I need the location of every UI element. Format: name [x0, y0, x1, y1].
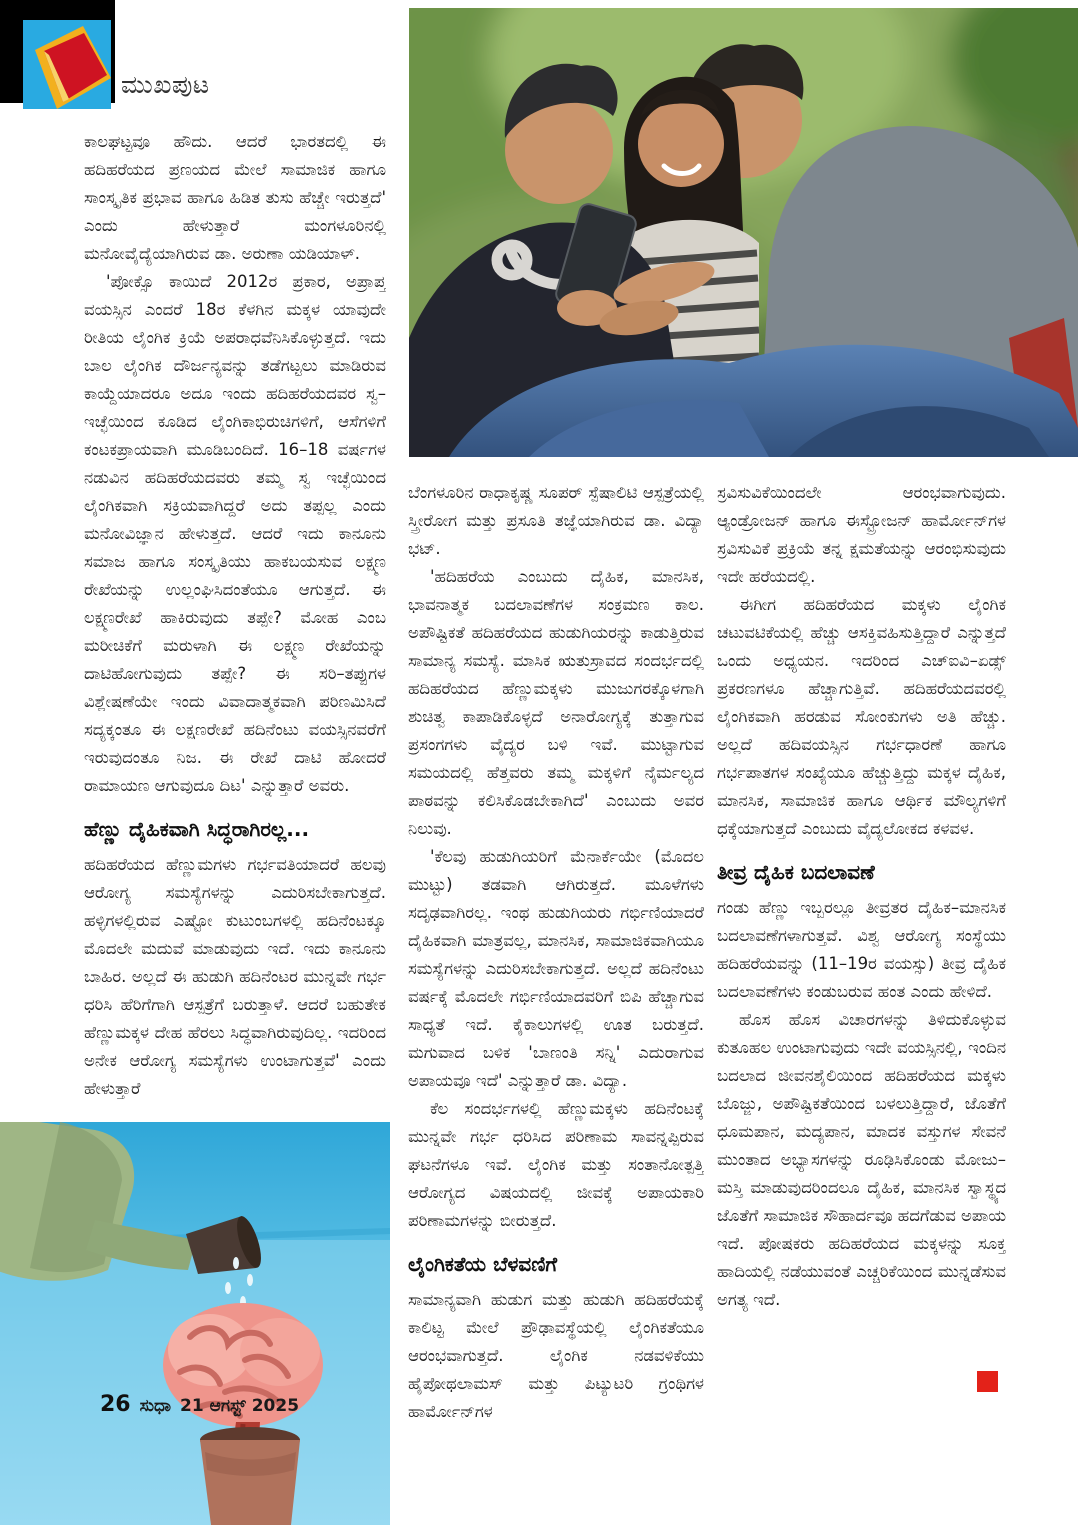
paragraph: ಕೆಲ ಸಂದರ್ಭಗಳಲ್ಲಿ ಹೆಣ್ಣುಮಕ್ಕಳು ಹದಿನೆಂಟಕ್ಕೆ ಮುನ್ನವೇ ಗರ್ಭ ಧರಿಸಿದ ಪರಿಣಾಮ ಸಾವನ್ನಪ್ಪಿರುವ ಘಟನೆಗಳೂ ಇವೆ. ಲೈಂಗಿಕ ಮತ್ತು ಸಂತಾನೋತ್ಪತ್ತಿ ಆರೋಗ್ಯದ ವಿಷಯದಲ್ಲಿ ಜೀವಕ್ಕೆ ಅಪಾಯಕಾರಿ ಪರಿಣಾಮಗಳನ್ನು ಬೀರುತ್ತದೆ.	[408, 1099, 704, 1230]
article-column-3	[717, 479, 1006, 1395]
paragraph: ಕಾಲಘಟ್ಟವೂ ಹೌದು. ಆದರೆ ಭಾರತದಲ್ಲಿ ಈ ಹದಿಹರೆಯದ ಪ್ರಣಯದ ಮೇಲೆ ಸಾಮಾಜಿಕ ಹಾಗೂ ಸಾಂಸ್ಕೃತಿಕ ಪ್ರಭಾವ ಹಾಗೂ ಹಿಡಿತ ತುಸು ಹೆಚ್ಚೇ ಇರುತ್ತದೆ' ಎಂದು ಹೇಳುತ್ತಾರೆ ಮಂಗಳೂರಿನಲ್ಲಿ ಮನೋವೈದ್ಯೆಯಾಗಿರುವ ಡಾ. ಅರುಣಾ ಯಡಿಯಾಳ್.	[84, 132, 386, 263]
subheading: ತೀವ್ರ ದೈಹಿಕ ಬದಲಾವಣೆ	[717, 860, 875, 884]
paragraph: ಸ್ರವಿಸುವಿಕೆಯಿಂದಲೇ ಆರಂಭವಾಗುವುದು. ಆ್ಯಂಡ್ರೋಜನ್ ಹಾಗೂ ಈಸ್ಟ್ರೋಜನ್ ಹಾರ್ಮೋನ್‌ಗಳ ಸ್ರವಿಸುವಿಕೆ ಪ್ರಕ್ರಿಯೆ ತನ್ನ ಕ್ಷಮತೆಯನ್ನು ಆರಂಭಿಸುವುದು ಇದೇ ಹರೆಯದಲ್ಲಿ.	[717, 483, 1006, 586]
brain-watering-illustration	[0, 1122, 390, 1525]
paragraph: ಹದಿಹರೆಯದ ಹೆಣ್ಣುಮಗಳು ಗರ್ಭವತಿಯಾದರೆ ಹಲವು ಆರೋಗ್ಯ ಸಮಸ್ಯೆಗಳನ್ನು ಎದುರಿಸಬೇಕಾಗುತ್ತದೆ. ಹಳ್ಳಿಗಳಲ್ಲಿರುವ ಎಷ್ಟೋ ಕುಟುಂಬಗಳಲ್ಲಿ ಹದಿನೆಂಟಕ್ಕೂ ಮೊದಲೇ ಮದುವೆ ಮಾಡುವುದು ಇದೆ. ಇದು ಕಾನೂನು ಬಾಹಿರ. ಅಲ್ಲದೆ ಈ ಹುಡುಗಿ ಹದಿನೆಂಟರ ಮುನ್ನವೇ ಗರ್ಭ ಧರಿಸಿ ಹೆರಿಗೆಗಾಗಿ ಆಸ್ಪತ್ರೆಗೆ ಬರುತ್ತಾಳೆ. ಆದರೆ ಬಹುತೇಕ ಹೆಣ್ಣುಮಕ್ಕಳ ದೇಹ ಹೆರಲು ಸಿದ್ಧವಾಗಿರುವುದಿಲ್ಲ. ಇದರಿಂದ ಅನೇಕ ಆರೋಗ್ಯ ಸಮಸ್ಯೆಗಳು ಉಂಟಾಗುತ್ತವೆ' ಎಂದು ಹೇಳುತ್ತಾರೆ	[84, 855, 386, 1098]
paragraph: 'ಪೋಕ್ಸೊ ಕಾಯಿದೆ 2012ರ ಪ್ರಕಾರ, ಅಪ್ರಾಪ್ತ ವಯಸ್ಸಿನ ಎಂದರೆ 18ರ ಕೆಳಗಿನ ಮಕ್ಕಳ ಯಾವುದೇ ರೀತಿಯ ಲೈಂಗಿಕ ಕ್ರಿಯೆ ಅಪರಾಧವೆನಿಸಿಕೊಳ್ಳುತ್ತದೆ. ಇದು ಬಾಲ ಲೈಂಗಿಕ ದೌರ್ಜನ್ಯವನ್ನು ತಡೆಗಟ್ಟಲು ಮಾಡಿರುವ ಕಾಯ್ದೆಯಾದರೂ ಅದೂ ಇಂದು ಹದಿಹರೆಯದವರ ಸ್ವ–ಇಚ್ಛೆಯಿಂದ ಕೂಡಿದ ಲೈಂಗಿಕಾಭಿರುಚಿಗಳಿಗೆ, ಆಸೆಗಳಿಗೆ ಕಂಟಕಪ್ರಾಯವಾಗಿ ಮೂಡಿಬಂದಿದೆ. 16–18 ವರ್ಷಗಳ ನಡುವಿನ ಹದಿಹರೆಯದವರು ತಮ್ಮ ಸ್ವ ಇಚ್ಛೆಯಿಂದ ಲೈಂಗಿಕವಾಗಿ ಸಕ್ರಿಯವಾಗಿದ್ದರೆ ಅದು ತಪ್ಪಲ್ಲ ಎಂದು ಮನೋವಿಜ್ಞಾನ ಹೇಳುತ್ತದೆ. ಆದರೆ ಇದು ಕಾನೂನು ಸಮಾಜ ಹಾಗೂ ಸಂಸ್ಕೃತಿಯು ಹಾಕಬಯಸುವ ಲಕ್ಷ್ಮಣ ರೇಖೆಯನ್ನು ಉಲ್ಲಂಘಿಸಿದಂತೆಯೂ ಆಗುತ್ತದೆ. ಈ ಲಕ್ಷ್ಮಣರೇಖೆ ಹಾಕಿರುವುದು ತಪ್ಪೇ? ಮೋಹ ಎಂಬ ಮರೀಚಿಕೆಗೆ ಮರುಳಾಗಿ ಈ ಲಕ್ಷ್ಮಣ ರೇಖೆಯನ್ನು ದಾಟಿಹೋಗುವುದು ತಪ್ಪೇ? ಈ ಸರಿ–ತಪ್ಪುಗಳ ವಿಶ್ಲೇಷಣೆಯೇ ಇಂದು ವಿವಾದಾತ್ಮಕವಾಗಿ ಪರಿಣಮಿಸಿದೆ ಸದ್ಯಕ್ಕಂತೂ ಈ ಲಕ್ಷಣರೇಖೆ ಹದಿನೆಂಟು ವಯಸ್ಸಿನವರೆಗೆ ಇರುವುದಂತೂ ನಿಜ. ಈ ರೇಖೆ ದಾಟಿ ಹೋದರೆ ರಾಮಾಯಣ ಆಗುವುದೂ ದಿಟ' ಎನ್ನುತ್ತಾರೆ ಅವರು.	[84, 272, 386, 795]
magazine-name: ಸುಧಾ	[139, 1396, 172, 1416]
article-column-2	[408, 479, 704, 1431]
article-end-marker	[977, 1371, 998, 1392]
teens-smartphone-photo	[409, 8, 1078, 457]
paragraph: ಗಂಡು ಹೆಣ್ಣು ಇಬ್ಬರಲ್ಲೂ ತೀವ್ರತರ ದೈಹಿಕ–ಮಾನಸಿಕ ಬದಲಾವಣೆಗಳಾಗುತ್ತವೆ. ವಿಶ್ವ ಆರೋಗ್ಯ ಸಂಸ್ಥೆಯು ಹದಿಹರೆಯವನ್ನು (11–19ರ ವಯಸ್ಸು) ತೀವ್ರ ದೈಹಿಕ ಬದಲಾವಣೆಗಳು ಕಂಡುಬರುವ ಹಂತ ಎಂದು ಹೇಳಿದೆ.	[717, 898, 1006, 1001]
issue-date: 21 ಆಗಸ್ಟ್ 2025	[180, 1396, 300, 1416]
paragraph: ಈಗೀಗ ಹದಿಹರೆಯದ ಮಕ್ಕಳು ಲೈಂಗಿಕ ಚಟುವಟಿಕೆಯಲ್ಲಿ ಹೆಚ್ಚು ಆಸಕ್ತಿವಹಿಸುತ್ತಿದ್ದಾರೆ ಎನ್ನುತ್ತದೆ ಒಂದು ಅಧ್ಯಯನ. ಇದರಿಂದ ಎಚ್‌ಐವಿ–ಏಡ್ಸ್ ಪ್ರಕರಣಗಳೂ ಹೆಚ್ಚಾಗುತ್ತಿವೆ. ಹದಿಹರೆಯದವರಲ್ಲಿ ಲೈಂಗಿಕವಾಗಿ ಹರಡುವ ಸೋಂಕುಗಳು ಅತಿ ಹೆಚ್ಚು. ಅಲ್ಲದೆ ಹದಿವಯಸ್ಸಿನ ಗರ್ಭಧಾರಣೆ ಹಾಗೂ ಗರ್ಭಪಾತಗಳ ಸಂಖ್ಯೆಯೂ ಹೆಚ್ಚುತ್ತಿದ್ದು ಮಕ್ಕಳ ದೈಹಿಕ, ಮಾನಸಿಕ, ಸಾಮಾಜಿಕ ಹಾಗೂ ಆರ್ಥಿಕ ಮೌಲ್ಯಗಳಿಗೆ ಧಕ್ಕೆಯಾಗುತ್ತದೆ ಎಂಬುದು ವೈದ್ಯಲೋಕದ ಕಳವಳ.	[717, 595, 1006, 838]
plant-pot-icon	[200, 1427, 300, 1525]
logo-blue-square	[23, 20, 111, 109]
paragraph: ಸಾಮಾನ್ಯವಾಗಿ ಹುಡುಗ ಮತ್ತು ಹುಡುಗಿ ಹದಿಹರೆಯಕ್ಕೆ ಕಾಲಿಟ್ಟ ಮೇಲೆ ಪ್ರೌಢಾವಸ್ಥೆಯಲ್ಲಿ ಲೈಂಗಿಕತೆಯೂ ಆರಂಭವಾಗುತ್ತದೆ. ಲೈಂಗಿಕ ನಡವಳಿಕೆಯು ಹೈಪೋಥಲಾಮಸ್ ಮತ್ತು ಪಿಟ್ಯುಟರಿ ಗ್ರಂಥಿಗಳ ಹಾರ್ಮೋನ್‌ಗಳ	[408, 1290, 704, 1421]
paragraph: 'ಕೆಲವು ಹುಡುಗಿಯರಿಗೆ ಮೆನಾರ್ಕೆಯೇ (ಮೊದಲ ಮುಟ್ಟು) ತಡವಾಗಿ ಆಗಿರುತ್ತದೆ. ಮೂಳೆಗಳು ಸದೃಢವಾಗಿರಲ್ಲ. ಇಂಥ ಹುಡುಗಿಯರು ಗರ್ಭಿಣಿಯಾದರೆ ದೈಹಿಕವಾಗಿ ಮಾತ್ರವಲ್ಲ, ಮಾನಸಿಕ, ಸಾಮಾಜಿಕವಾಗಿಯೂ ಸಮಸ್ಯೆಗಳನ್ನು ಎದುರಿಸಬೇಕಾಗುತ್ತದೆ. ಅಲ್ಲದೆ ಹದಿನೆಂಟು ವರ್ಷಕ್ಕೆ ಮೊದಲೇ ಗರ್ಭಿಣಿಯಾದವರಿಗೆ ಬಿಪಿ ಹೆಚ್ಚಾಗುವ ಸಾಧ್ಯತೆ ಇದೆ. ಕೈಕಾಲುಗಳಲ್ಲಿ ಊತ ಬರುತ್ತದೆ. ಮಗುವಾದ ಬಳಿಕ 'ಬಾಣಂತಿ ಸನ್ನಿ' ಎದುರಾಗುವ ಅಪಾಯವೂ ಇದೆ' ಎನ್ನುತ್ತಾರೆ ಡಾ. ವಿದ್ಯಾ.	[408, 847, 704, 1090]
paragraph: ಬೆಂಗಳೂರಿನ ರಾಧಾಕೃಷ್ಣ ಸೂಪರ್ ಸ್ಪೆಷಾಲಿಟಿ ಆಸ್ಪತ್ರೆಯಲ್ಲಿ ಸ್ತ್ರೀರೋಗ ಮತ್ತು ಪ್ರಸೂತಿ ತಜ್ಞೆಯಾಗಿರುವ ಡಾ. ವಿದ್ಯಾ ಭಟ್.	[408, 483, 704, 558]
page-number: 26	[100, 1392, 131, 1417]
article-column-1	[84, 128, 386, 1163]
magazine-logo	[0, 0, 115, 103]
open-book-icon	[23, 20, 111, 109]
subheading: ಹೆಣ್ಣು ದೈಹಿಕವಾಗಿ ಸಿದ್ಧರಾಗಿರಲ್ಲ...	[84, 817, 310, 841]
section-title: ಮುಖಪುಟ	[121, 70, 210, 99]
subheading: ಲೈಂಗಿಕತೆಯ ಬೆಳವಣಿಗೆ	[408, 1252, 558, 1276]
paragraph: 'ಹದಿಹರೆಯ ಎಂಬುದು ದೈಹಿಕ, ಮಾನಸಿಕ, ಭಾವನಾತ್ಮಕ ಬದಲಾವಣೆಗಳ ಸಂಕ್ರಮಣ ಕಾಲ. ಅಪೌಷ್ಟಿಕತೆ ಹದಿಹರೆಯದ ಹುಡುಗಿಯರನ್ನು ಕಾಡುತ್ತಿರುವ ಸಾಮಾನ್ಯ ಸಮಸ್ಯೆ. ಮಾಸಿಕ ಋತುಸ್ರಾವದ ಸಂದರ್ಭದಲ್ಲಿ ಹದಿಹರೆಯದ ಹೆಣ್ಣುಮಕ್ಕಳು ಮುಜುಗರಕ್ಕೊಳಗಾಗಿ ಶುಚಿತ್ವ ಕಾಪಾಡಿಕೊಳ್ಳದೆ ಅನಾರೋಗ್ಯಕ್ಕೆ ತುತ್ತಾಗುವ ಪ್ರಸಂಗಗಳು ವೈದ್ಯರ ಬಳಿ ಇವೆ. ಮುಟ್ಟಾಗುವ ಸಮಯದಲ್ಲಿ ಹೆತ್ತವರು ತಮ್ಮ ಮಕ್ಕಳಿಗೆ ನೈರ್ಮಲ್ಯದ ಪಾಠವನ್ನು ಕಲಿಸಿಕೊಡಬೇಕಾಗಿದೆ' ಎಂಬುದು ಅವರ ನಿಲುವು.	[408, 567, 704, 838]
page-footer	[100, 1392, 299, 1417]
paragraph: ಹೊಸ ಹೊಸ ವಿಚಾರಗಳನ್ನು ತಿಳಿದುಕೊಳ್ಳುವ ಕುತೂಹಲ ಉಂಟಾಗುವುದು ಇದೇ ವಯಸ್ಸಿನಲ್ಲಿ, ಇಂದಿನ ಬದಲಾದ ಜೀವನಶೈಲಿಯಿಂದ ಹದಿಹರೆಯದ ಮಕ್ಕಳು ಬೊಜ್ಜು, ಅಪೌಷ್ಟಿಕತೆಯಿಂದ ಬಳಲುತ್ತಿದ್ದಾರೆ, ಜೊತೆಗೆ ಧೂಮಪಾನ, ಮದ್ಯಪಾನ, ಮಾದಕ ವಸ್ತುಗಳ ಸೇವನೆ ಮುಂತಾದ ಅಭ್ಯಾಸಗಳನ್ನು ರೂಢಿಸಿಕೊಂಡು ಮೋಜು–ಮಸ್ತಿ ಮಾಡುವುದರಿಂದಲೂ ದೈಹಿಕ, ಮಾನಸಿಕ ಸ್ವಾಸ್ಥ್ಯದ ಜೊತೆಗೆ ಸಾಮಾಜಿಕ ಸೌಹಾರ್ದವೂ ಹದಗೆಡುವ ಅಪಾಯ ಇದೆ. ಪೋಷಕರು ಹದಿಹರೆಯದ ಮಕ್ಕಳನ್ನು ಸೂಕ್ತ ಹಾದಿಯಲ್ಲಿ ನಡೆಯುವಂತೆ ಎಚ್ಚರಿಕೆಯಿಂದ ಮುನ್ನಡೆಸುವ ಅಗತ್ಯ ಇದೆ.	[717, 1010, 1006, 1309]
